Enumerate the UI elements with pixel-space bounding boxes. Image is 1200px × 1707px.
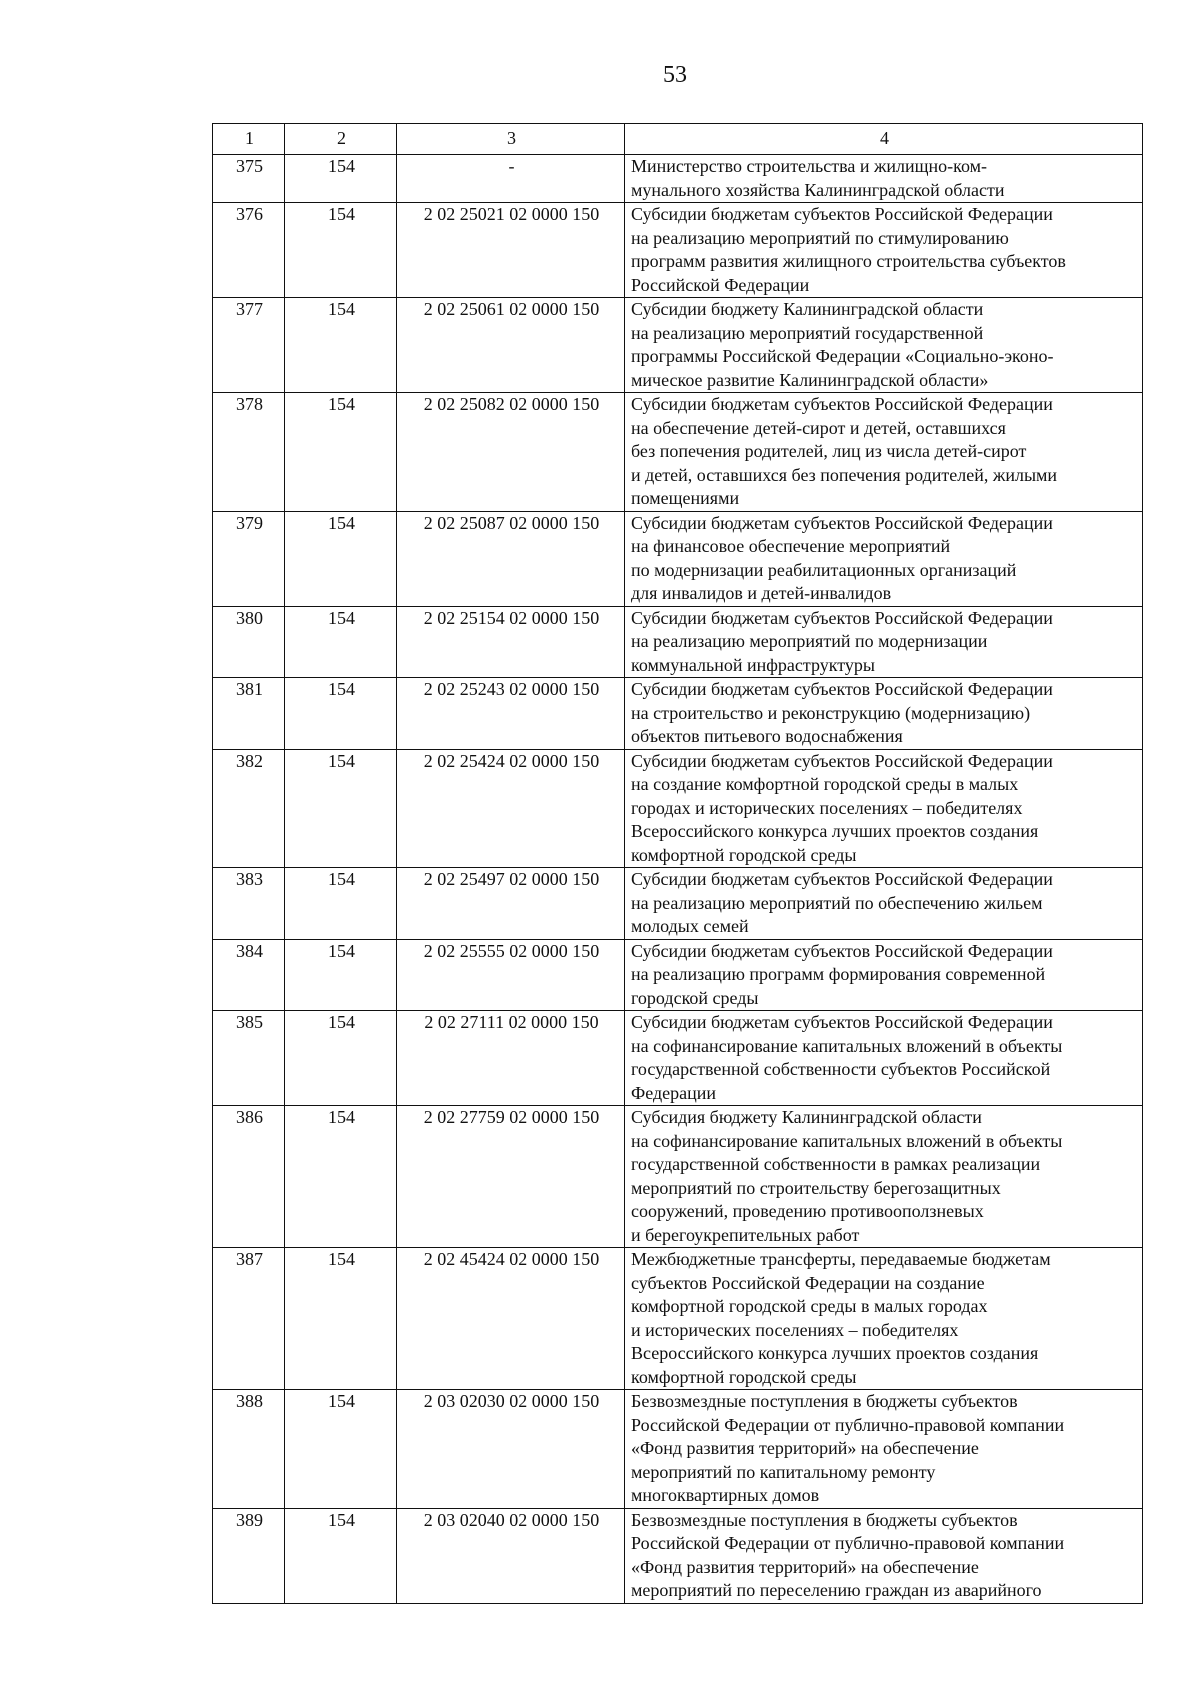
row-number: 381: [213, 678, 285, 750]
row-admin-code: 154: [285, 868, 397, 940]
row-budget-code: 2 02 25087 02 0000 150: [397, 511, 625, 606]
row-description: Субсидии бюджетам субъектов Российской Федерации на создание комфортной городской среды в малых городах и исторических поселениях – победителях Всероссийского конкурса лучших проектов создания комфортной городской среды: [625, 749, 1143, 868]
table-row: [213, 749, 1143, 868]
row-admin-code: 154: [285, 511, 397, 606]
table-row: [213, 155, 1143, 203]
row-admin-code: 154: [285, 749, 397, 868]
row-admin-code: 154: [285, 1390, 397, 1509]
table-row: [213, 1011, 1143, 1106]
row-number: 389: [213, 1508, 285, 1603]
row-number: 384: [213, 939, 285, 1011]
table-row: [213, 298, 1143, 393]
row-budget-code: 2 02 25243 02 0000 150: [397, 678, 625, 750]
table-row: [213, 1106, 1143, 1248]
row-number: 387: [213, 1248, 285, 1390]
header-col-1: 1: [213, 124, 285, 155]
table-row: [213, 1390, 1143, 1509]
row-admin-code: 154: [285, 393, 397, 512]
row-budget-code: 2 02 27759 02 0000 150: [397, 1106, 625, 1248]
row-description: Безвозмездные поступления в бюджеты субъектов Российской Федерации от публично-правовой компании «Фонд развития территорий» на обеспечение мероприятий по капитальному ремонту многоквартирных домов: [625, 1390, 1143, 1509]
table-row: [213, 511, 1143, 606]
row-description: Межбюджетные трансферты, передаваемые бюджетам субъектов Российской Федерации на создание комфортной городской среды в малых городах и исторических поселениях – победителях Всероссийского конкурса лучших проектов создания комфортной городской среды: [625, 1248, 1143, 1390]
table-row: [213, 678, 1143, 750]
row-budget-code: 2 03 02040 02 0000 150: [397, 1508, 625, 1603]
row-description: Субсидии бюджетам субъектов Российской Федерации на софинансирование капитальных вложений в объекты государственной собственности субъектов Российской Федерации: [625, 1011, 1143, 1106]
row-budget-code: 2 02 25424 02 0000 150: [397, 749, 625, 868]
header-col-2: 2: [285, 124, 397, 155]
row-number: 375: [213, 155, 285, 203]
row-description: Субсидия бюджету Калининградской области на софинансирование капитальных вложений в объекты государственной собственности в рамках реализации мероприятий по строительству берегозащитных сооружений, проведению противооползневых и берегоукрепительных работ: [625, 1106, 1143, 1248]
budget-code-table: [212, 123, 1143, 1604]
row-budget-code: 2 02 25497 02 0000 150: [397, 868, 625, 940]
header-col-4: 4: [625, 124, 1143, 155]
row-budget-code: 2 02 25061 02 0000 150: [397, 298, 625, 393]
row-budget-code: 2 02 25021 02 0000 150: [397, 203, 625, 298]
row-number: 383: [213, 868, 285, 940]
row-admin-code: 154: [285, 1508, 397, 1603]
table-row: [213, 1248, 1143, 1390]
row-description: Субсидии бюджету Калининградской области на реализацию мероприятий государственной программы Российской Федерации «Социально-эконо- мическое развитие Калининградской области»: [625, 298, 1143, 393]
table-row: [213, 868, 1143, 940]
row-number: 382: [213, 749, 285, 868]
row-number: 380: [213, 606, 285, 678]
table-row: [213, 1508, 1143, 1603]
row-admin-code: 154: [285, 155, 397, 203]
table-header-row: [213, 124, 1143, 155]
row-number: 377: [213, 298, 285, 393]
row-admin-code: 154: [285, 1106, 397, 1248]
row-admin-code: 154: [285, 298, 397, 393]
row-description: Субсидии бюджетам субъектов Российской Федерации на реализацию мероприятий по модернизации коммунальной инфраструктуры: [625, 606, 1143, 678]
row-description: Безвозмездные поступления в бюджеты субъектов Российской Федерации от публично-правовой компании «Фонд развития территорий» на обеспечение мероприятий по переселению граждан из аварийного: [625, 1508, 1143, 1603]
table-row: [213, 393, 1143, 512]
row-admin-code: 154: [285, 606, 397, 678]
row-number: 378: [213, 393, 285, 512]
row-budget-code: 2 03 02030 02 0000 150: [397, 1390, 625, 1509]
row-budget-code: 2 02 25154 02 0000 150: [397, 606, 625, 678]
row-admin-code: 154: [285, 203, 397, 298]
row-budget-code: 2 02 25082 02 0000 150: [397, 393, 625, 512]
row-budget-code: 2 02 45424 02 0000 150: [397, 1248, 625, 1390]
row-budget-code: 2 02 25555 02 0000 150: [397, 939, 625, 1011]
row-admin-code: 154: [285, 1011, 397, 1106]
table-row: [213, 203, 1143, 298]
row-number: 376: [213, 203, 285, 298]
row-budget-code: -: [397, 155, 625, 203]
table-row: [213, 606, 1143, 678]
row-admin-code: 154: [285, 678, 397, 750]
row-description: Субсидии бюджетам субъектов Российской Федерации на строительство и реконструкцию (модернизацию) объектов питьевого водоснабжения: [625, 678, 1143, 750]
row-description: Субсидии бюджетам субъектов Российской Федерации на обеспечение детей-сирот и детей, оставшихся без попечения родителей, лиц из числа детей-сирот и детей, оставшихся без попечения родителей, жилыми помещениями: [625, 393, 1143, 512]
page-number: 53: [663, 62, 687, 88]
table-row: [213, 939, 1143, 1011]
row-number: 386: [213, 1106, 285, 1248]
row-number: 388: [213, 1390, 285, 1509]
row-number: 379: [213, 511, 285, 606]
header-col-3: 3: [397, 124, 625, 155]
row-description: Субсидии бюджетам субъектов Российской Федерации на реализацию мероприятий по обеспечению жильем молодых семей: [625, 868, 1143, 940]
row-budget-code: 2 02 27111 02 0000 150: [397, 1011, 625, 1106]
row-description: Министерство строительства и жилищно-ком- мунального хозяйства Калининградской области: [625, 155, 1143, 203]
row-description: Субсидии бюджетам субъектов Российской Федерации на реализацию мероприятий по стимулированию программ развития жилищного строительства субъектов Российской Федерации: [625, 203, 1143, 298]
row-number: 385: [213, 1011, 285, 1106]
row-description: Субсидии бюджетам субъектов Российской Федерации на реализацию программ формирования современной городской среды: [625, 939, 1143, 1011]
row-admin-code: 154: [285, 939, 397, 1011]
row-admin-code: 154: [285, 1248, 397, 1390]
row-description: Субсидии бюджетам субъектов Российской Федерации на финансовое обеспечение мероприятий по модернизации реабилитационных организаций для инвалидов и детей-инвалидов: [625, 511, 1143, 606]
